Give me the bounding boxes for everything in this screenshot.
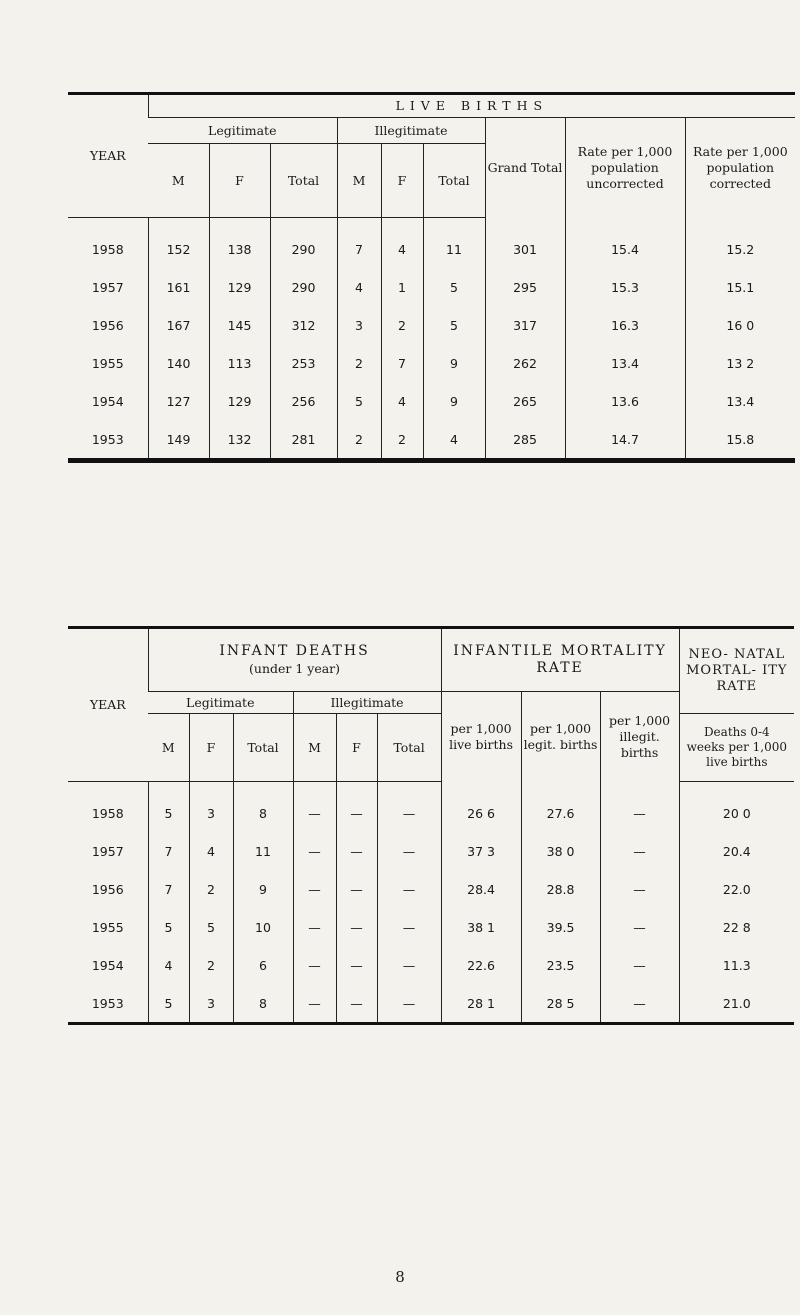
spacer-cell xyxy=(337,218,381,231)
table-cell: 28.4 xyxy=(441,870,521,908)
table-cell: — xyxy=(336,794,377,832)
spacer-cell xyxy=(441,782,521,795)
table-cell: — xyxy=(377,984,441,1024)
table-cell: 22.0 xyxy=(679,870,794,908)
spacer-cell xyxy=(600,782,679,795)
illegit-f-header: F xyxy=(381,144,423,218)
table-row xyxy=(68,984,794,1024)
table-cell: 14.7 xyxy=(565,420,685,461)
table-cell: 301 xyxy=(485,230,565,268)
year-cell: 1957 xyxy=(91,279,124,295)
illegit-f-header: F xyxy=(336,714,377,782)
table-cell: 13.4 xyxy=(565,344,685,382)
grand-total-header: Grand Total xyxy=(485,118,565,218)
legit-f-header: F xyxy=(209,144,270,218)
table-cell: 11.3 xyxy=(679,946,794,984)
spacer-row xyxy=(68,782,794,795)
table-cell: — xyxy=(600,908,679,946)
legit-m-header: M xyxy=(148,144,209,218)
spacer-cell xyxy=(270,218,337,231)
year-cell: 1958 xyxy=(91,241,124,257)
table-row xyxy=(68,382,795,420)
table-cell: 9 xyxy=(233,870,293,908)
table-cell: — xyxy=(377,908,441,946)
table-cell: 15.2 xyxy=(685,230,795,268)
table-cell: 38 0 xyxy=(521,832,600,870)
illegitimate-header: Illegitimate xyxy=(293,692,441,714)
live-births-table xyxy=(68,92,795,463)
infant-deaths-heading: INFANT DEATHS xyxy=(219,643,370,660)
legitimate-header: Legitimate xyxy=(148,692,293,714)
table-cell: — xyxy=(293,946,336,984)
table-cell: 132 xyxy=(209,420,270,461)
table-cell: 28 5 xyxy=(521,984,600,1024)
table-cell: 149 xyxy=(148,420,209,461)
table-cell: 15.3 xyxy=(565,268,685,306)
table-cell: 2 xyxy=(189,946,233,984)
spacer-cell xyxy=(293,782,336,795)
table-cell: 5 xyxy=(148,984,189,1024)
year-cell: 1958 xyxy=(91,805,124,821)
spacer-cell xyxy=(685,218,795,231)
table-row xyxy=(68,344,795,382)
year-header: YEAR xyxy=(68,628,148,782)
table-cell: 8 xyxy=(233,794,293,832)
table-cell: 5 xyxy=(148,794,189,832)
table-row xyxy=(68,794,794,832)
infant-deaths-title xyxy=(148,628,441,692)
table-cell: 312 xyxy=(270,306,337,344)
table-cell: 5 xyxy=(423,268,485,306)
spacer-cell xyxy=(565,218,685,231)
spacer-cell xyxy=(485,218,565,231)
table-cell: — xyxy=(600,946,679,984)
table-cell: 21.0 xyxy=(679,984,794,1024)
infantile-mortality-title: INFANTILE MORTALITY RATE xyxy=(441,628,679,692)
table-cell: 7 xyxy=(148,870,189,908)
table-cell: 20.4 xyxy=(679,832,794,870)
rate-corrected-header: Rate per 1,000 population corrected xyxy=(685,118,795,218)
table-cell: 15.8 xyxy=(685,420,795,461)
table-row xyxy=(68,268,795,306)
live-births-title: LIVE BIRTHS xyxy=(148,94,795,118)
table-cell: 2 xyxy=(189,870,233,908)
table-cell: 2 xyxy=(337,344,381,382)
table-cell: 167 xyxy=(148,306,209,344)
per-live-births-header: per 1,000 live births xyxy=(441,692,521,782)
table-cell: 129 xyxy=(209,268,270,306)
per-illegit-births-header: per 1,000 illegit. births xyxy=(600,692,679,782)
table-cell: 13 2 xyxy=(685,344,795,382)
table-cell: 3 xyxy=(337,306,381,344)
year-cell: 1956 xyxy=(91,317,124,333)
infant-deaths-table xyxy=(68,626,794,1025)
table-cell: 22.6 xyxy=(441,946,521,984)
table-cell: 5 xyxy=(337,382,381,420)
spacer-cell xyxy=(336,782,377,795)
spacer-cell xyxy=(68,782,148,795)
table-cell: 1 xyxy=(381,268,423,306)
table-cell: 2 xyxy=(381,306,423,344)
table-row xyxy=(68,908,794,946)
spacer-cell xyxy=(209,218,270,231)
table-cell: 28 1 xyxy=(441,984,521,1024)
spacer-cell xyxy=(148,782,189,795)
table-cell: — xyxy=(336,832,377,870)
table-cell: 27.6 xyxy=(521,794,600,832)
table-cell: 4 xyxy=(189,832,233,870)
table-cell: — xyxy=(336,908,377,946)
legit-m-header: M xyxy=(148,714,189,782)
table-row xyxy=(68,420,795,461)
legit-f-header: F xyxy=(189,714,233,782)
table-cell: 13.4 xyxy=(685,382,795,420)
year-cell: 1956 xyxy=(91,881,124,897)
table-cell: 7 xyxy=(337,230,381,268)
table-cell: 4 xyxy=(337,268,381,306)
table-cell: — xyxy=(336,984,377,1024)
spacer-row xyxy=(68,218,795,231)
table-cell: 262 xyxy=(485,344,565,382)
table-row xyxy=(68,832,794,870)
spacer-cell xyxy=(189,782,233,795)
table-cell: 4 xyxy=(148,946,189,984)
spacer-cell xyxy=(679,782,794,795)
table-cell: 9 xyxy=(423,382,485,420)
table-cell: 152 xyxy=(148,230,209,268)
table-cell: — xyxy=(377,870,441,908)
table-cell: 161 xyxy=(148,268,209,306)
year-cell: 1953 xyxy=(91,431,124,447)
table-row xyxy=(68,306,795,344)
spacer-cell xyxy=(377,782,441,795)
table-cell: 22 8 xyxy=(679,908,794,946)
table-cell: 13.6 xyxy=(565,382,685,420)
table-cell: 290 xyxy=(270,268,337,306)
table-cell: 290 xyxy=(270,230,337,268)
table-cell: 16.3 xyxy=(565,306,685,344)
spacer-cell xyxy=(381,218,423,231)
page-number: 8 xyxy=(395,1268,405,1286)
table-cell: 11 xyxy=(423,230,485,268)
table-cell: — xyxy=(600,794,679,832)
spacer-cell xyxy=(423,218,485,231)
table-cell: 295 xyxy=(485,268,565,306)
table-cell: — xyxy=(600,984,679,1024)
table-cell: 113 xyxy=(209,344,270,382)
table-cell: 4 xyxy=(423,420,485,461)
table-cell: 256 xyxy=(270,382,337,420)
legit-total-header: Total xyxy=(270,144,337,218)
deaths-0-4-weeks-header: Deaths 0-4 weeks per 1,000 live births xyxy=(679,714,794,782)
table-cell: — xyxy=(377,832,441,870)
table-cell: 39.5 xyxy=(521,908,600,946)
year-cell: 1954 xyxy=(91,957,124,973)
legit-total-header: Total xyxy=(233,714,293,782)
table-cell: 4 xyxy=(381,230,423,268)
illegit-total-header: Total xyxy=(423,144,485,218)
table-cell: 15.1 xyxy=(685,268,795,306)
illegit-m-header: M xyxy=(293,714,336,782)
table-cell: 285 xyxy=(485,420,565,461)
illegit-m-header: M xyxy=(337,144,381,218)
table-cell: — xyxy=(600,870,679,908)
table-cell: 3 xyxy=(189,984,233,1024)
table-cell: 129 xyxy=(209,382,270,420)
table-cell: 5 xyxy=(423,306,485,344)
table-cell: 8 xyxy=(233,984,293,1024)
table-cell: 2 xyxy=(381,420,423,461)
table-cell: — xyxy=(600,832,679,870)
table-cell: 15.4 xyxy=(565,230,685,268)
spacer-cell xyxy=(521,782,600,795)
per-legit-births-header: per 1,000 legit. births xyxy=(521,692,600,782)
table-cell: 11 xyxy=(233,832,293,870)
table-cell: 7 xyxy=(148,832,189,870)
rate-uncorrected-header: Rate per 1,000 population uncorrected xyxy=(565,118,685,218)
table-cell: 317 xyxy=(485,306,565,344)
table-cell: 23.5 xyxy=(521,946,600,984)
table-cell: — xyxy=(293,908,336,946)
table-cell: 5 xyxy=(189,908,233,946)
year-header: YEAR xyxy=(68,94,148,218)
table-cell: 253 xyxy=(270,344,337,382)
table-cell: — xyxy=(293,794,336,832)
table-cell: — xyxy=(293,870,336,908)
table-cell: 265 xyxy=(485,382,565,420)
table-cell: 3 xyxy=(189,794,233,832)
year-cell: 1955 xyxy=(91,355,124,371)
table-cell: 16 0 xyxy=(685,306,795,344)
spacer-cell xyxy=(68,218,148,231)
table-cell: 138 xyxy=(209,230,270,268)
table-row xyxy=(68,870,794,908)
spacer-cell xyxy=(148,218,209,231)
year-cell: 1953 xyxy=(91,995,124,1011)
table-cell: 38 1 xyxy=(441,908,521,946)
live-births-body xyxy=(68,218,795,461)
table-cell: — xyxy=(293,832,336,870)
table-cell: 7 xyxy=(381,344,423,382)
table-cell: 10 xyxy=(233,908,293,946)
neonatal-title: NEO- NATAL MORTAL- ITY RATE xyxy=(679,628,794,714)
table-cell: — xyxy=(336,946,377,984)
table-cell: — xyxy=(293,984,336,1024)
table-row xyxy=(68,230,795,268)
year-cell: 1957 xyxy=(91,843,124,859)
table-row xyxy=(68,946,794,984)
table-cell: 37 3 xyxy=(441,832,521,870)
year-cell: 1954 xyxy=(91,393,124,409)
year-cell: 1955 xyxy=(91,919,124,935)
table-cell: 9 xyxy=(423,344,485,382)
legitimate-header: Legitimate xyxy=(148,118,337,144)
spacer-cell xyxy=(233,782,293,795)
illegitimate-header: Illegitimate xyxy=(337,118,485,144)
table-cell: 28.8 xyxy=(521,870,600,908)
table-cell: 145 xyxy=(209,306,270,344)
illegit-total-header: Total xyxy=(377,714,441,782)
table-cell: — xyxy=(336,870,377,908)
table-cell: — xyxy=(377,946,441,984)
infant-deaths-body xyxy=(68,782,794,1024)
table-cell: 4 xyxy=(381,382,423,420)
table-cell: — xyxy=(377,794,441,832)
table-cell: 2 xyxy=(337,420,381,461)
under-1-year-note: (under 1 year) xyxy=(249,660,341,676)
table-cell: 6 xyxy=(233,946,293,984)
table-cell: 281 xyxy=(270,420,337,461)
table-cell: 140 xyxy=(148,344,209,382)
table-cell: 26 6 xyxy=(441,794,521,832)
table-cell: 5 xyxy=(148,908,189,946)
table-cell: 20 0 xyxy=(679,794,794,832)
table-cell: 127 xyxy=(148,382,209,420)
